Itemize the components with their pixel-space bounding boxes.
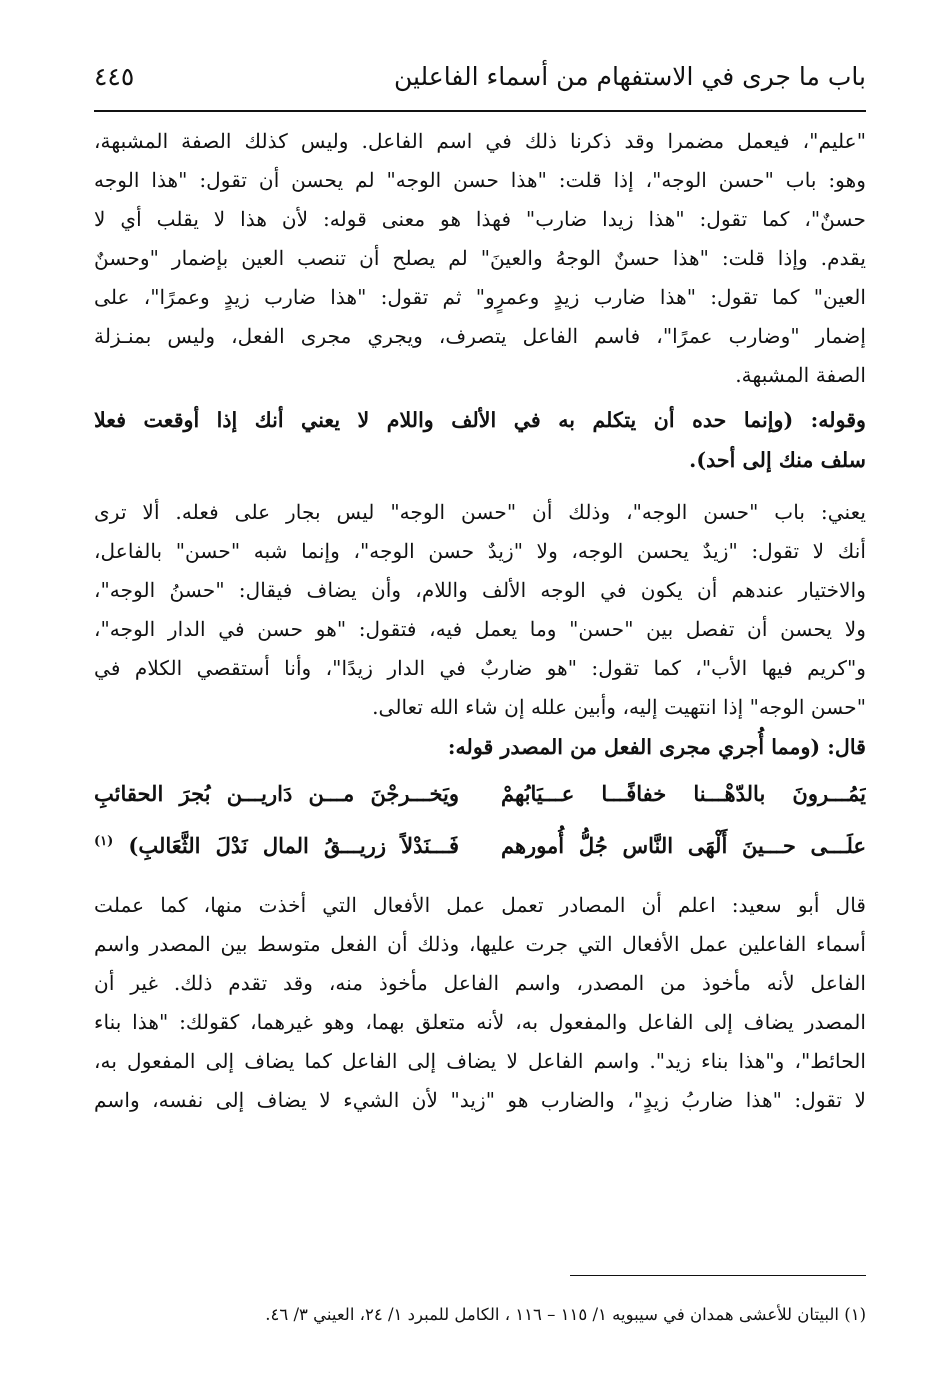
text-line: أسماء الفاعلين عمل الأفعال التي جرت عليها، وذلك أن الفعل متوسط بين المصدر واسم bbox=[94, 932, 866, 956]
text-line: وهو: باب "حسن الوجه"، إذا قلت: "هذا حسن الوجه" لم يحسن أن تقول: "هذا الوجه bbox=[94, 168, 866, 192]
text-line: الفاعل لأنه مأخوذ من المصدر، واسم الفاعل مأخوذ منه، وقد تقدم ذلك. غير أن bbox=[94, 971, 866, 995]
text-line: يقدم. وإذا قلت: "هذا حسنٌ الوجهُ والعينَ" لم يصلح أن تنصب العين بإضمار "وحسنٌ bbox=[94, 246, 866, 270]
lemma-line: سلف منك إلى أحد). bbox=[689, 448, 866, 472]
hemistich-second bbox=[94, 820, 459, 872]
quoted-lemma bbox=[94, 400, 866, 480]
paragraph-1 bbox=[94, 122, 866, 395]
text-line: العين" كما تقول: "هذا ضارب زيدٍ وعمرٍو" ثم تقول: "هذا ضارب زيدٍ وعمرًا"، على bbox=[94, 285, 866, 309]
hemistich-first: علَـــى حـــينَ أَلْهَى النَّاس جُلُّ أُمورهم bbox=[501, 833, 866, 858]
text-line: الحائط"، و"هذا بناء زيد". واسم الفاعل لا يضاف إلى الفاعل كما يضاف إلى المفعول به، bbox=[94, 1049, 866, 1073]
footnote-divider bbox=[570, 1275, 866, 1276]
text-line: الصفة المشبهة. bbox=[735, 363, 866, 387]
text-line: لا تقول: "هذا ضاربُ زيدٍ"، والضارب هو "زيد" لأن الشيء لا يضاف إلى نفسه، واسم bbox=[94, 1088, 866, 1112]
hemistich-second: ويَخـــرجْنَ مـــن دَاريـــن بُجرَ الحقائبِ bbox=[94, 781, 459, 806]
text-line: "حسن الوجه" إذا انتهيت إليه، وأبين علله إن شاء الله تعالى. bbox=[372, 695, 866, 719]
hemistich-text: فَـــنَدْلاً زريـــقُ المال نَدْلَ الثَّعَالبِ) bbox=[128, 833, 459, 858]
text-line: المصدر يضاف إلى الفاعل والمفعول به، لأنه متعلق بهما، وهو غيرهما، كقولك: "هذا بناء bbox=[94, 1010, 866, 1034]
paragraph-2 bbox=[94, 493, 866, 727]
verse-introduction: قال: (ومما أُجري مجرى الفعل من المصدر قوله: bbox=[447, 735, 866, 759]
verse-row bbox=[94, 820, 866, 872]
text-line: والاختيار عندهم أن يكون في الوجه الألف واللام، وأن يضاف فيقال: "حسنُ الوجه"، bbox=[94, 578, 866, 602]
paragraph-3 bbox=[94, 886, 866, 1120]
chapter-title: باب ما جرى في الاستفهام من أسماء الفاعلين bbox=[393, 62, 866, 91]
text-line: ولا يحسن أن تفصل بين "حسن" وما يعمل فيه، فتقول: "هو حسن في الدار الوجه"، bbox=[94, 617, 866, 641]
running-head bbox=[94, 48, 866, 112]
book-page bbox=[94, 48, 866, 1358]
text-line: حسنٌ"، كما تقول: "هذا زيدا ضارب" فهذا هو معنى قوله: لأن هذا لا يقلب أي لا bbox=[94, 207, 866, 231]
footnote: (١) البيتان للأعشى همدان في سيبويه ١/ ١١٥ – ١١٦ ، الكامل للمبرد ١/ ٢٤، العيني ٣/ ٤٦. bbox=[265, 1305, 866, 1324]
text-line: أنك لا تقول: "زيدٌ يحسن الوجه، ولا "زيدٌ حسن الوجه"، وإنما شبه "حسن" بالفاعل، bbox=[94, 539, 866, 563]
hemistich-first: يَمُـــرونَ بالدّهْـــنا خفافًـــا عـــيَابُهمْ bbox=[501, 781, 866, 806]
page-number: ٤٤٥ bbox=[94, 62, 135, 91]
text-line: إضمار "وضارب عمرًا"، فاسم الفاعل يتصرف، ويجري مجرى الفعل، وليس بمنـزلة bbox=[94, 324, 866, 348]
text-line: و"كريم فيها الأب"، كما تقول: "هو ضاربٌ في الدار زيدًا"، وأنا أستقصي الكلام في bbox=[94, 656, 866, 680]
footnote-marker: (١) bbox=[94, 834, 114, 849]
poetry-verse bbox=[94, 768, 866, 872]
text-line: يعني: باب "حسن الوجه"، وذلك أن "حسن الوجه" ليس بجار على فعله. ألا ترى bbox=[94, 500, 866, 524]
text-line: "عليم"، فيعمل مضمرا وقد ذكرنا ذلك في اسم الفاعل. وليس كذلك الصفة المشبهة، bbox=[94, 129, 866, 153]
lemma-line: وقوله: (وإنما حده أن يتكلم به في الألف واللام لا يعني أنك إذا أوقعت فعلا bbox=[94, 408, 866, 432]
text-line: قال أبو سعيد: اعلم أن المصادر تعمل عمل الأفعال التي أخذت منها، كما عملت bbox=[94, 893, 866, 917]
verse-row bbox=[94, 768, 866, 820]
